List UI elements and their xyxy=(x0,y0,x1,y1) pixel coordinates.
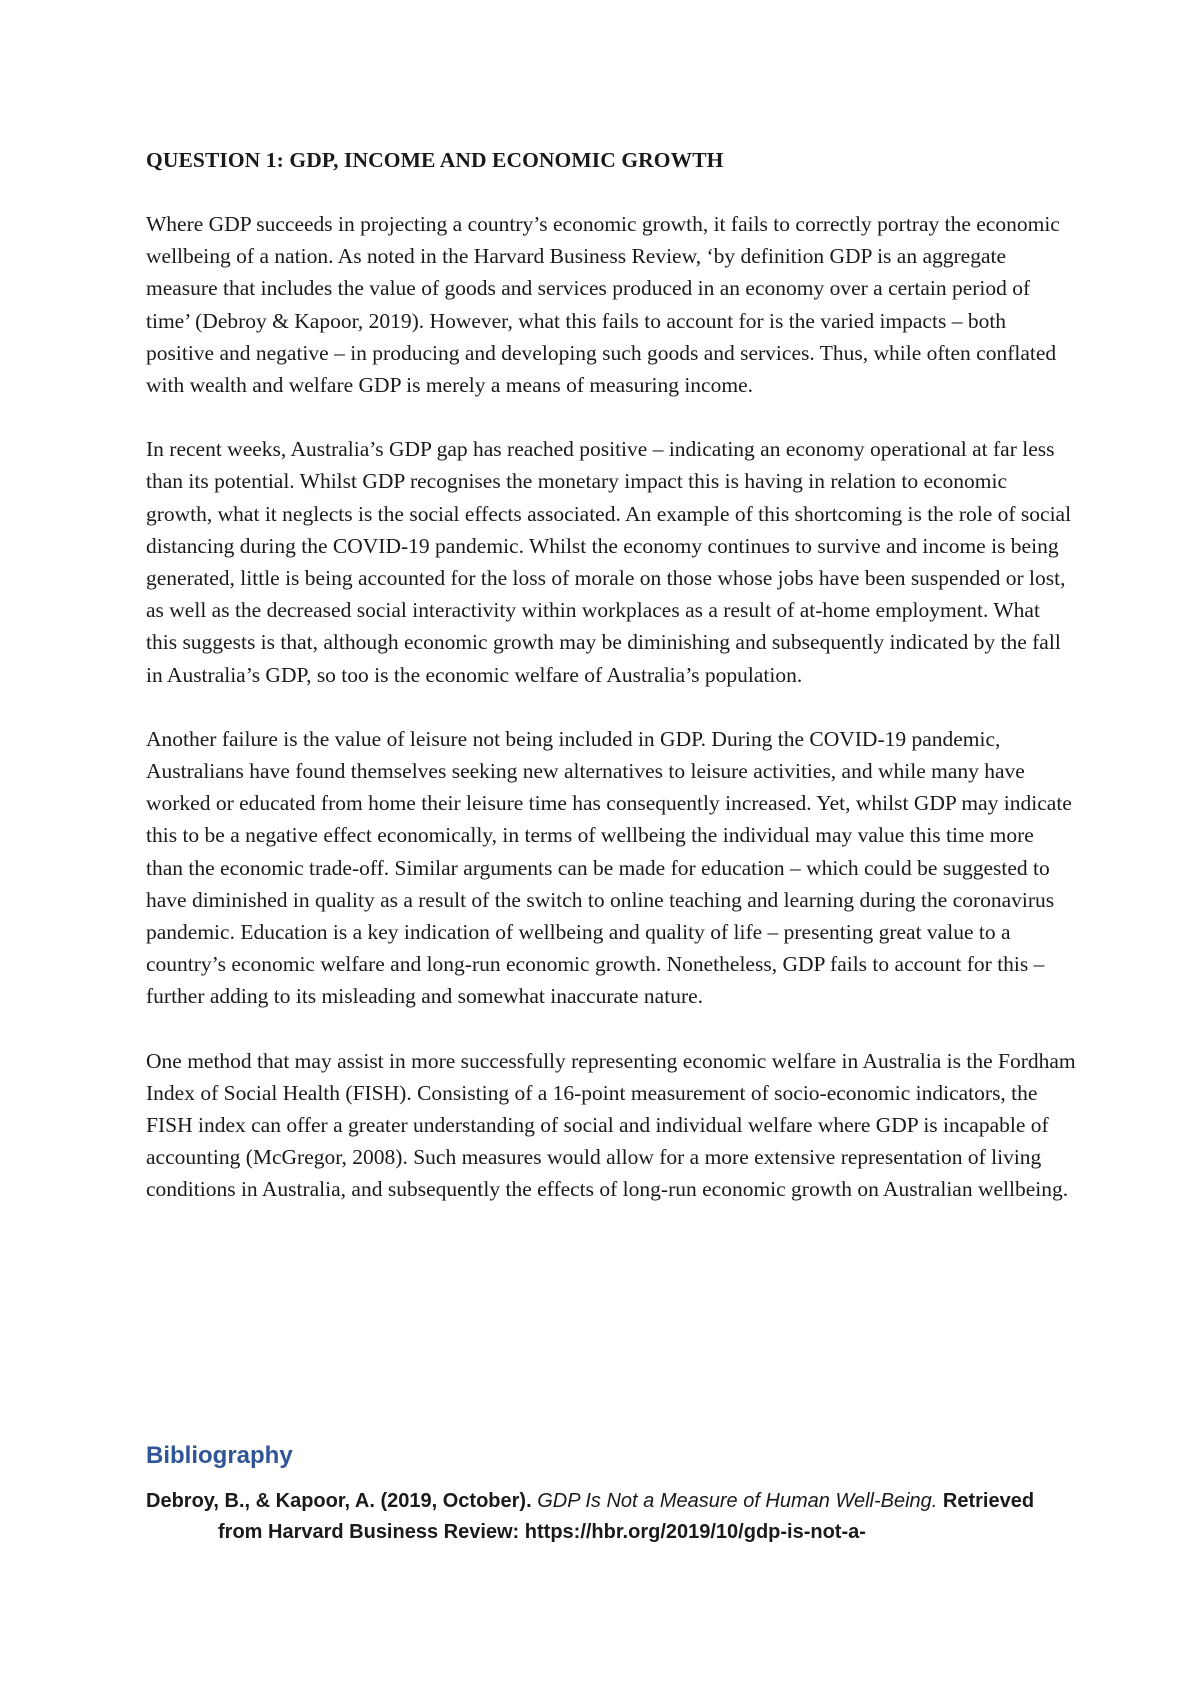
bibliography-title: Bibliography xyxy=(146,1442,293,1469)
paragraph-3: Another failure is the value of leisure not being included in GDP. During the COVID-19 pandemic, Australians have found themselves seeking new alternatives to leisure activities, and while many have worked or educated from home their leisure time has consequently increased. Yet, whilst GDP may indicate this to be a negative effect economically, in terms of wellbeing the individual may value this time more than the economic trade-off. Similar arguments can be made for education – which could be suggested to have diminished in quality as a result of the switch to online teaching and learning during the coronavirus pandemic. Education is a key indication of wellbeing and quality of life – presenting great value to a country’s economic welfare and long-run economic growth. Nonetheless, GDP fails to account for this – further adding to its misleading and somewhat inaccurate nature. xyxy=(146,726,1072,1009)
paragraph-1: Where GDP succeeds in projecting a country’s economic growth, it fails to correctly portray the economic wellbeing of a nation. As noted in the Harvard Business Review, ‘by definition GDP is an aggregate measure that includes the value of goods and services produced in an economy over a certain period of time’ (Debroy & Kapoor, 2019). However, what this fails to account for is the varied impacts – both positive and negative – in producing and developing such goods and services. Thus, while often conflated with wealth and welfare GDP is merely a means of measuring income. xyxy=(146,212,1060,398)
bibliography-entry-retrieval: Retrieved from Harvard Business Review: https://hbr.org/2019/10/gdp-is-not-a- xyxy=(218,1490,1035,1543)
bibliography-entry-authors: Debroy, B., & Kapoor, A. (2019, October). xyxy=(146,1490,532,1512)
bibliography-entry xyxy=(146,1486,1076,1548)
document-body xyxy=(146,144,1076,1238)
question-heading: QUESTION 1: GDP, INCOME AND ECONOMIC GROWTH xyxy=(146,148,724,172)
paragraph-2: In recent weeks, Australia’s GDP gap has reached positive – indicating an economy operational at far less than its potential. Whilst GDP recognises the monetary impact this is having in relation to economic growth, what it neglects is the social effects associated. An example of this shortcoming is the role of social distancing during the COVID-19 pandemic. Whilst the economy continues to survive and income is being generated, little is being accounted for the loss of morale on those whose jobs have been suspended or lost, as well as the decreased social interactivity within workplaces as a result of at-home employment. What this suggests is that, although economic growth may be diminishing and subsequently indicated by the fall in Australia’s GDP, so too is the economic welfare of Australia’s population. xyxy=(146,437,1072,687)
bibliography-section xyxy=(146,1440,1076,1548)
paragraph-4: One method that may assist in more successfully representing economic welfare in Australia is the Fordham Index of Social Health (FISH). Consisting of a 16-point measurement of socio-economic indicators, the FISH index can offer a greater understanding of social and individual welfare where GDP is incapable of accounting (McGregor, 2008). Such measures would allow for a more extensive representation of living conditions in Australia, and subsequently the effects of long-run economic growth on Australian wellbeing. xyxy=(146,1048,1076,1202)
bibliography-entry-title: GDP Is Not a Measure of Human Well-Being. xyxy=(537,1490,938,1512)
